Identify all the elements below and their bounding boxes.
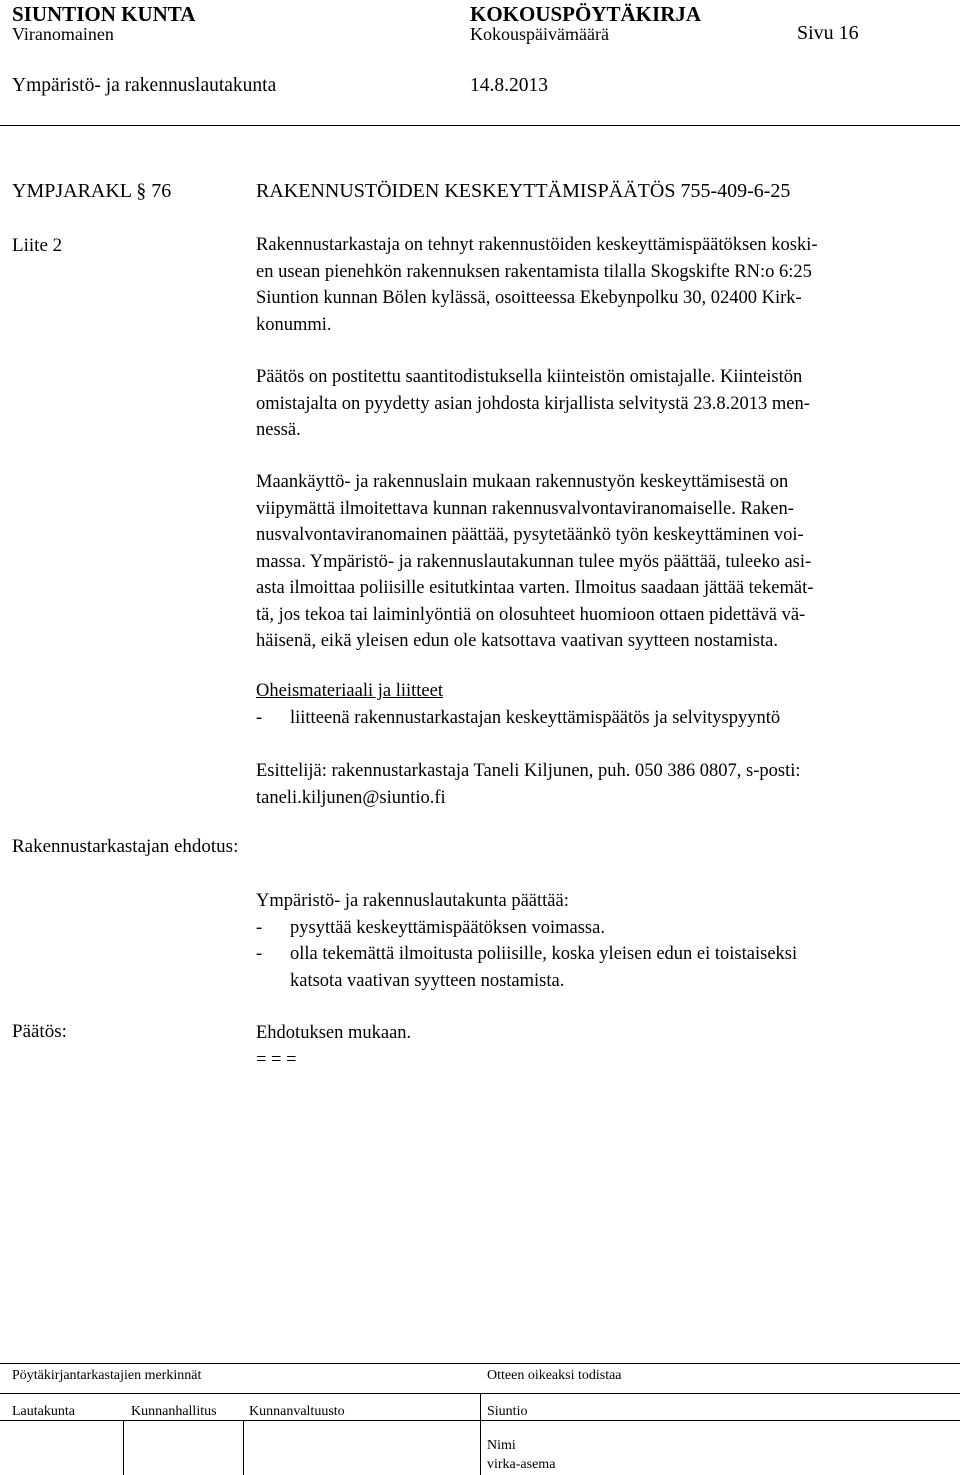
minutes-checkers-label: Pöytäkirjantarkastajien merkinnät <box>12 1368 202 1383</box>
proposal-item <box>256 915 946 942</box>
meeting-date-label: Kokouspäivämäärä <box>470 24 609 44</box>
text-line: taneli.kiljunen@siuntio.fi <box>256 787 446 808</box>
text-line: Rakennustarkastaja on tehnyt rakennustöiden keskeyttämispäätöksen koski- <box>256 235 818 255</box>
text-line: häisenä, eikä yleisen edun ole katsottava vaativan syytteen nostamista. <box>256 631 778 651</box>
attachment-item <box>256 705 946 732</box>
paragraph-1 <box>256 232 946 338</box>
footer-top-rule <box>0 1363 960 1364</box>
proposal-item-text: pysyttää keskeyttämispäätöksen voimassa. <box>290 917 605 938</box>
footer-divider <box>480 1393 481 1475</box>
text-line: nessä. <box>256 420 301 440</box>
text-line: asta ilmoittaa poliisille esitutkintaa varten. Ilmoitus saadaan jättää tekemät- <box>256 578 814 598</box>
header-rule <box>0 125 960 126</box>
proposal-item-line: olla tekemättä ilmoitusta poliisille, koska yleisen edun ei toistaiseksi <box>290 944 798 964</box>
footer-name-label: Nimi <box>487 1438 516 1453</box>
page-number: Sivu 16 <box>797 22 859 44</box>
list-dash: - <box>256 707 263 728</box>
footer-divider <box>243 1420 244 1475</box>
text-line: en usean pienehkön rakennuksen rakentamista tilalla Skogskifte RN:o 6:25 <box>256 261 812 282</box>
text-line: massa. Ympäristö- ja rakennuslautakunnan tulee myös päättää, tuleeko asi- <box>256 551 812 572</box>
authority-label: Viranomainen <box>12 24 114 44</box>
section-title: RAKENNUSTÖIDEN KESKEYTTÄMISPÄÄTÖS 755-409-6-25 <box>256 180 791 202</box>
footer-divider <box>123 1420 124 1475</box>
proposal-label: Rakennustarkastajan ehdotus: <box>12 836 239 857</box>
document-type: KOKOUSPÖYTÄKIRJA <box>470 2 702 26</box>
authority-name: Ympäristö- ja rakennuslautakunta <box>12 75 277 96</box>
certified-label: Otteen oikeaksi todistaa <box>487 1368 622 1383</box>
footer-col-lautakunta: Lautakunta <box>12 1404 75 1419</box>
paragraph-3 <box>256 469 946 655</box>
text-line: Siuntion kunnan Bölen kylässä, osoitteessa Ekebynpolku 30, 02400 Kirk- <box>256 288 802 308</box>
decision-text: Ehdotuksen mukaan. <box>256 1023 412 1043</box>
decision-block <box>256 1020 946 1073</box>
footer-position-label: virka-asema <box>487 1457 556 1472</box>
presenter-block <box>256 758 946 811</box>
text-line: Maankäyttö- ja rakennuslain mukaan rakennustyön keskeyttämisestä on <box>256 472 789 492</box>
text-line: konummi. <box>256 314 332 335</box>
text-line: Päätös on postitettu saantitodistuksella kiinteistön omistajalle. Kiinteistön <box>256 367 803 387</box>
footer-col-kunnanvaltuusto: Kunnanvaltuusto <box>249 1404 345 1419</box>
end-marker: = = = <box>256 1049 297 1070</box>
section-id: YMPJARAKL § 76 <box>12 180 172 202</box>
text-line: tä, jos tekoa tai laiminlyöntiä on olosuhteet huomioon ottaen pidettävä vä- <box>256 604 806 625</box>
text-line: viipymättä ilmoitettava kunnan rakennusvalvontaviranomaiselle. Raken- <box>256 498 794 519</box>
attachment-item-text: liitteenä rakennustarkastajan keskeyttämispäätös ja selvityspyyntö <box>290 707 781 728</box>
footer-place: Siuntio <box>487 1404 528 1419</box>
footer-col-kunnanhallitus: Kunnanhallitus <box>131 1404 217 1419</box>
proposal-block <box>256 888 946 994</box>
proposal-intro: Ympäristö- ja rakennuslautakunta päättää: <box>256 891 569 911</box>
text-line: nusvalvontaviranomainen päättää, pysytetäänkö työn keskeyttäminen voi- <box>256 525 804 545</box>
municipality-name: SIUNTION KUNTA <box>12 2 196 26</box>
meeting-date: 14.8.2013 <box>470 75 548 96</box>
attachments-block <box>256 678 946 731</box>
list-dash: - <box>256 917 263 938</box>
decision-label: Päätös: <box>12 1021 67 1042</box>
text-line: Esittelijä: rakennustarkastaja Taneli Kiljunen, puh. 050 386 0807, s-posti: <box>256 761 801 781</box>
proposal-item-line: katsota vaativan syytteen nostamista. <box>290 970 565 991</box>
text-line: omistajalta on pyydetty asian johdosta kirjallista selvitystä 23.8.2013 men- <box>256 393 810 414</box>
list-dash: - <box>256 944 263 964</box>
attachment-label: Liite 2 <box>12 235 63 256</box>
attachments-heading: Oheismateriaali ja liitteet <box>256 681 443 701</box>
proposal-item <box>256 941 946 994</box>
paragraph-2 <box>256 364 946 444</box>
